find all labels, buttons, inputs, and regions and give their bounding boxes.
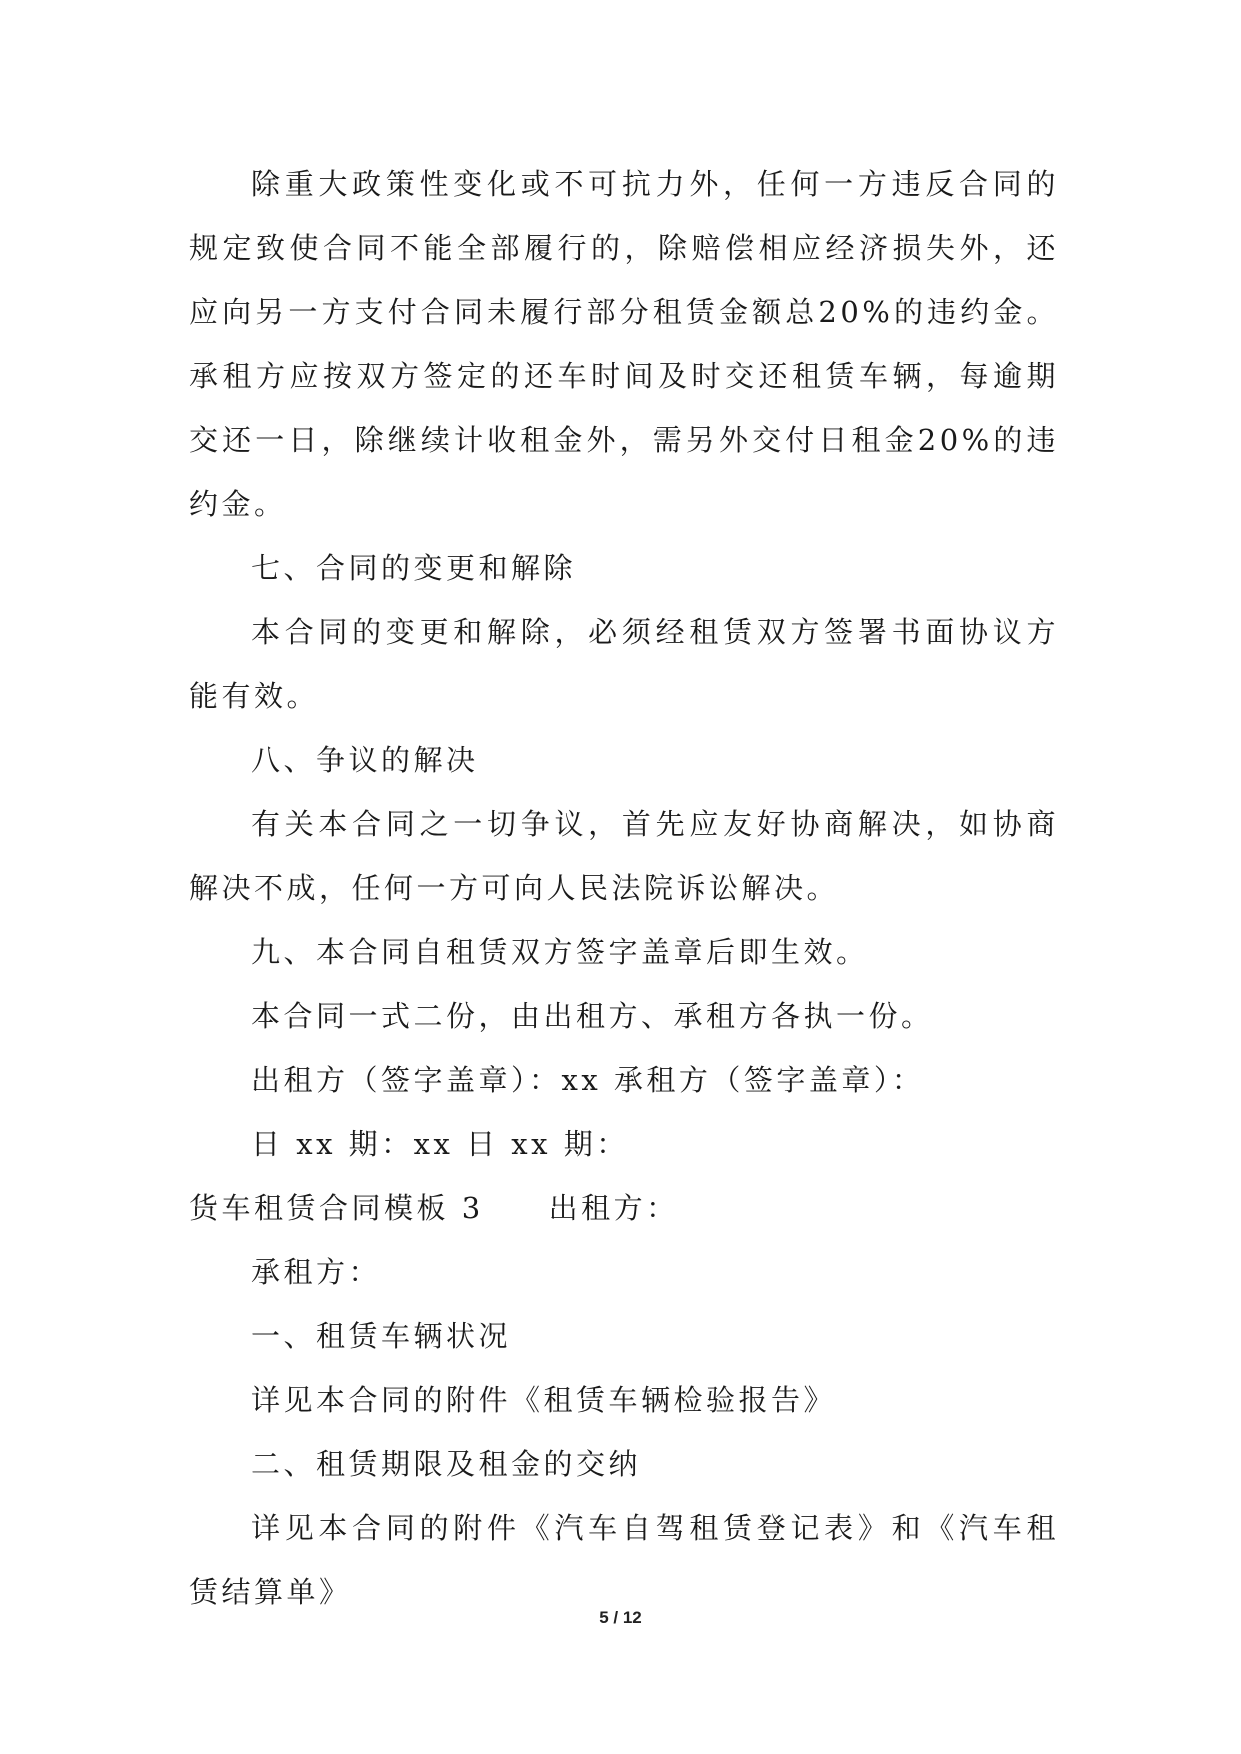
section-heading-9: 九、本合同自租赁双方签字盖章后即生效。 bbox=[251, 935, 869, 969]
template-title: 货车租赁合同模板 3 出租方： bbox=[189, 1191, 679, 1225]
paragraph-copies: 本合同一式二份，由出租方、承租方各执一份。 bbox=[251, 999, 934, 1033]
paragraph-dispute: 有关本合同之一切争议，首先应友好协商解决，如协商解决不成，任何一方可向人民法院诉讼解决。 bbox=[189, 807, 1059, 905]
paragraph-breach-penalty: 除重大政策性变化或不可抗力外，任何一方违反合同的规定致使合同不能全部履行的，除赔偿相应经济损失外，还应向另一方支付合同未履行部分租赁金额总20%的违约金。承租方应按双方签定的还车时间及时交还租赁车辆，每逾期交还一日，除继续计收租金外，需另外交付日租金20%的违约金。 bbox=[189, 167, 1059, 521]
document-body bbox=[189, 152, 1059, 1624]
section-heading-1: 一、租赁车辆状况 bbox=[251, 1319, 512, 1353]
section-heading-2: 二、租赁期限及租金的交纳 bbox=[251, 1447, 642, 1481]
lessee-line: 承租方： bbox=[251, 1255, 382, 1289]
signature-line: 出租方（签字盖章）：xx 承租方（签字盖章）： bbox=[251, 1063, 925, 1097]
paragraph-lease-term: 详见本合同的附件《汽车自驾租赁登记表》和《汽车租赁结算单》 bbox=[189, 1511, 1059, 1609]
paragraph-amendment: 本合同的变更和解除，必须经租赁双方签署书面协议方能有效。 bbox=[189, 615, 1059, 713]
date-line: 日 xx 期：xx 日 xx 期： bbox=[251, 1127, 629, 1161]
page-number: 5 / 12 bbox=[599, 1608, 642, 1627]
section-heading-7: 七、合同的变更和解除 bbox=[251, 551, 577, 585]
section-heading-8: 八、争议的解决 bbox=[251, 743, 479, 777]
paragraph-vehicle-report: 详见本合同的附件《租赁车辆检验报告》 bbox=[251, 1383, 837, 1417]
